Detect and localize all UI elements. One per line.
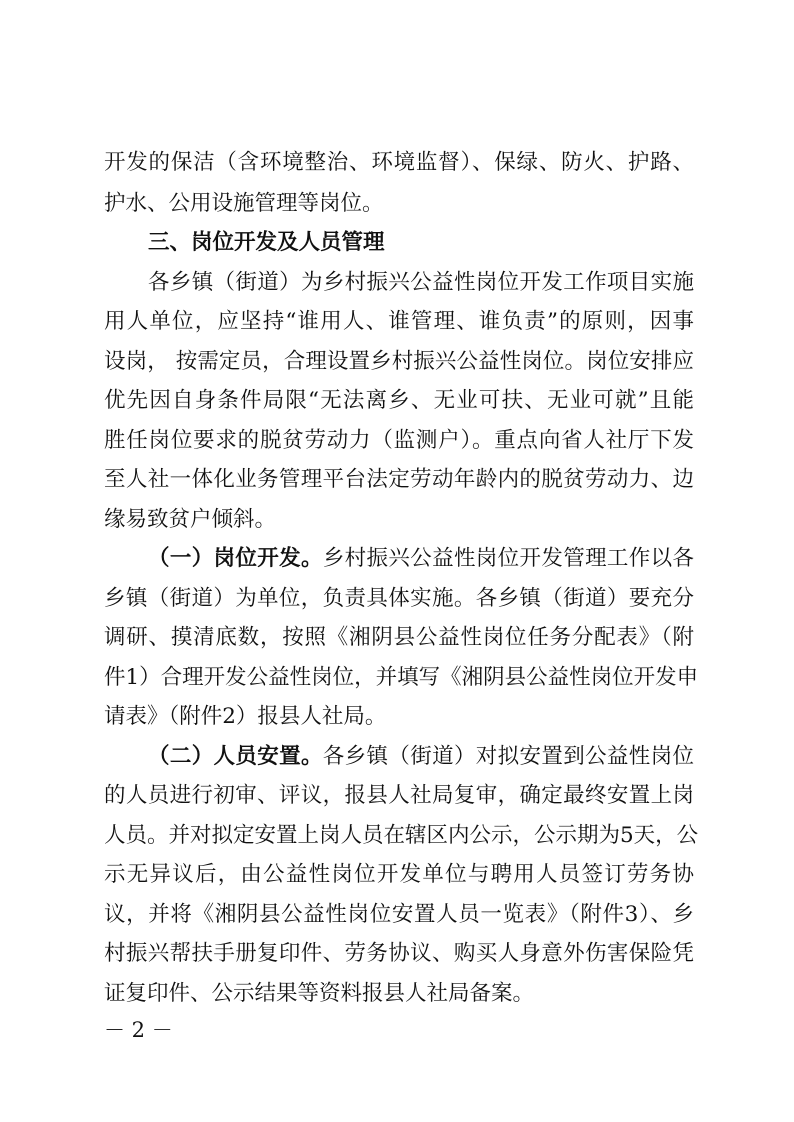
sub1-line-3: 调研、摸清底数，按照《湘阴县公益性岗位任务分配表》（附 bbox=[104, 625, 694, 650]
page-number: － 2 － bbox=[104, 1018, 173, 1042]
para1-line-6: 至人社一体化业务管理平台法定劳动年龄内的脱贫劳动力、边 bbox=[104, 467, 694, 492]
para1-line-3: 设岗， 按需定员，合理设置乡村振兴公益性岗位。岗位安排应 bbox=[104, 349, 694, 374]
sub1-line-4: 件1）合理开发公益性岗位，并填写《湘阴县公益性岗位开发申 bbox=[104, 665, 699, 690]
sub2-line-2: 的人员进行初审、评议，报县人社局复审，确定最终安置上岗 bbox=[104, 783, 694, 808]
intro-line-2: 护水、公用设施管理等岗位。 bbox=[104, 191, 384, 216]
para1-line-2: 用人单位，应坚持“谁用人、谁管理、谁负责”的原则，因事 bbox=[104, 309, 694, 334]
sub1-title: （一）岗位开发。 bbox=[148, 546, 323, 571]
para1-line-4: 优先因自身条件局限“无法离乡、无业可扶、无业可就”且能 bbox=[104, 388, 694, 413]
intro-line-1: 开发的保洁（含环境整治、环境监督）、保绿、防火、护路、 bbox=[104, 150, 694, 175]
sub1-line-2: 乡镇（街道）为单位，负责具体实施。各乡镇（街道）要充分 bbox=[104, 586, 694, 611]
sub2-line-5: 议，并将《湘阴县公益性岗位安置人员一览表》（附件3）、乡 bbox=[104, 902, 694, 927]
sub1-first-text: 乡村振兴公益性岗位开发管理工作以各 bbox=[322, 546, 694, 571]
sub1-first-line bbox=[148, 544, 694, 574]
sub2-line-3: 人员。并对拟定安置上岗人员在辖区内公示，公示期为5天，公 bbox=[104, 823, 699, 848]
sub2-title: （二）人员安置。 bbox=[148, 744, 323, 769]
para1-line-7: 缘易致贫户倾斜。 bbox=[104, 507, 277, 532]
para1-line-1: 各乡镇（街道）为乡村振兴公益性岗位开发工作项目实施 bbox=[148, 270, 694, 295]
sub2-line-4: 示无异议后，由公益性岗位开发单位与聘用人员签订劳务协 bbox=[104, 862, 694, 887]
sub1-line-5: 请表》（附件2）报县人社局。 bbox=[104, 704, 387, 729]
sub2-first-text: 各乡镇（街道）对拟安置到公益性岗位 bbox=[322, 744, 694, 769]
sub2-line-7: 证复印件、公示结果等资料报县人社局备案。 bbox=[104, 981, 535, 1006]
section-heading: 三、岗位开发及人员管理 bbox=[148, 230, 385, 255]
sub2-first-line bbox=[148, 742, 694, 772]
sub2-line-6: 村振兴帮扶手册复印件、劳务协议、购买人身意外伤害保险凭 bbox=[104, 941, 694, 966]
para1-line-5: 胜任岗位要求的脱贫劳动力（监测户）。重点向省人社厅下发 bbox=[104, 428, 694, 453]
